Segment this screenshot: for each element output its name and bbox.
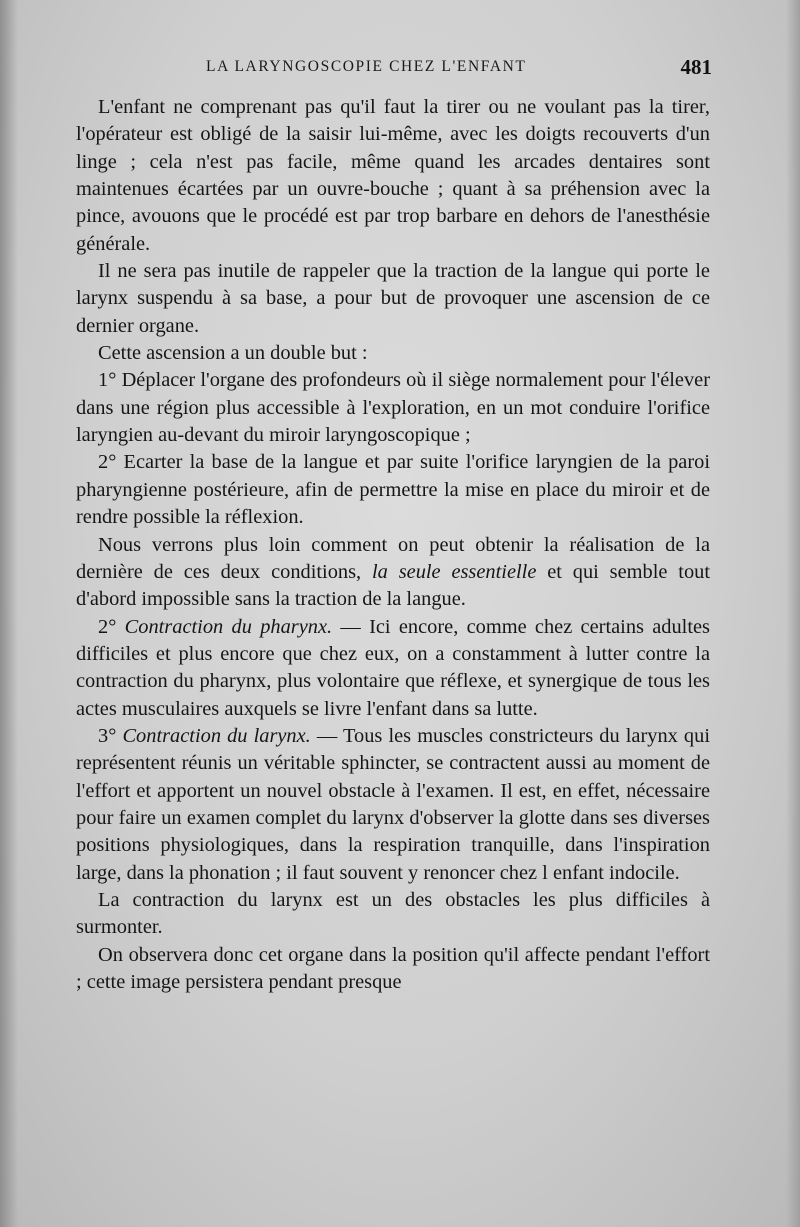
section-heading-italic: Contraction du pharynx. — [124, 615, 333, 638]
page-edge-shadow — [786, 0, 800, 1227]
paragraph-text: et qui semble tout d'abord impossible sans la traction de la langue. — [76, 560, 711, 611]
page-gutter-shadow — [0, 0, 18, 1227]
paragraph — [76, 532, 710, 614]
body-text — [76, 94, 710, 996]
paragraph: 1° Déplacer l'organe des profondeurs où il siège normalement pour l'élever dans une région plus accessible à l'exploration, en un mot conduire l'orifice laryngien au-devant du miroir laryngoscopique ; — [76, 369, 710, 447]
paragraph: L'enfant ne comprenant pas qu'il faut la tirer ou ne voulant pas la tirer, l'opérateur est obligé de la saisir lui-même, avec les doigts recouverts d'un linge ; cela n'est pas facile, même quand les arcades dentaires sont maintenues écartées par un ouvre-bouche ; quant à sa préhension avec la pince, avouons que le procédé est par trop barbare en dehors de l'anesthésie générale. — [76, 96, 710, 255]
page-number: 481 — [680, 55, 712, 79]
paragraph-text: 3° — [98, 724, 123, 747]
paragraph: 2° Ecarter la base de la langue et par suite l'orifice laryngien de la paroi pharyngienne postérieure, afin de permettre la mise en place du miroir et de rendre possible la réflexion. — [76, 451, 710, 529]
paragraph-text: 2° — [98, 615, 125, 638]
paragraph — [76, 723, 710, 887]
paragraph-text: — Tous les muscles constricteurs du larynx qui représentent réunis un véritable sphincter, se contractent aussi au moment de l'effort et apportent un nouvel obstacle à l'examen. Il est, en effet, nécessaire pour faire un examen complet du larynx d'observer la glotte dans ses diverses positions physiologiques, dans la respiration tranquille, dans l'inspiration large, dans la phonation ; il faut souvent y renoncer chez l enfant indocile. — [76, 724, 710, 884]
paragraph: Cette ascension a un double but : — [98, 342, 368, 365]
paragraph-text: Nous verrons plus loin comment on peut obtenir la réalisation de la dernière de ces deux conditions, — [76, 533, 710, 583]
section-heading-italic: Contraction du larynx. — [122, 724, 311, 747]
italic-emphasis: la seule essentielle — [372, 560, 537, 583]
paragraph: On observera donc cet organe dans la position qu'il affecte pendant l'effort ; cette image persistera pendant presque — [76, 943, 710, 993]
paragraph: La contraction du larynx est un des obstacles les plus difficiles à surmonter. — [76, 888, 710, 939]
running-head: LA LARYNGOSCOPIE CHEZ L'ENFANT — [206, 58, 527, 75]
paragraph-text: — Ici encore, comme chez certains adultes difficiles et plus encore que chez eux, on a constamment à lutter contre la contraction du pharynx, plus volontaire que réflexe, et synergique de tous les actes musculaires auxquels se livre l'enfant dans sa lutte. — [76, 615, 710, 720]
paragraph: Il ne sera pas inutile de rappeler que la traction de la langue qui porte le larynx suspendu à sa base, a pour but de provoquer une ascension de ce dernier organe. — [76, 260, 710, 337]
paragraph — [76, 614, 710, 723]
page-header — [76, 55, 712, 82]
